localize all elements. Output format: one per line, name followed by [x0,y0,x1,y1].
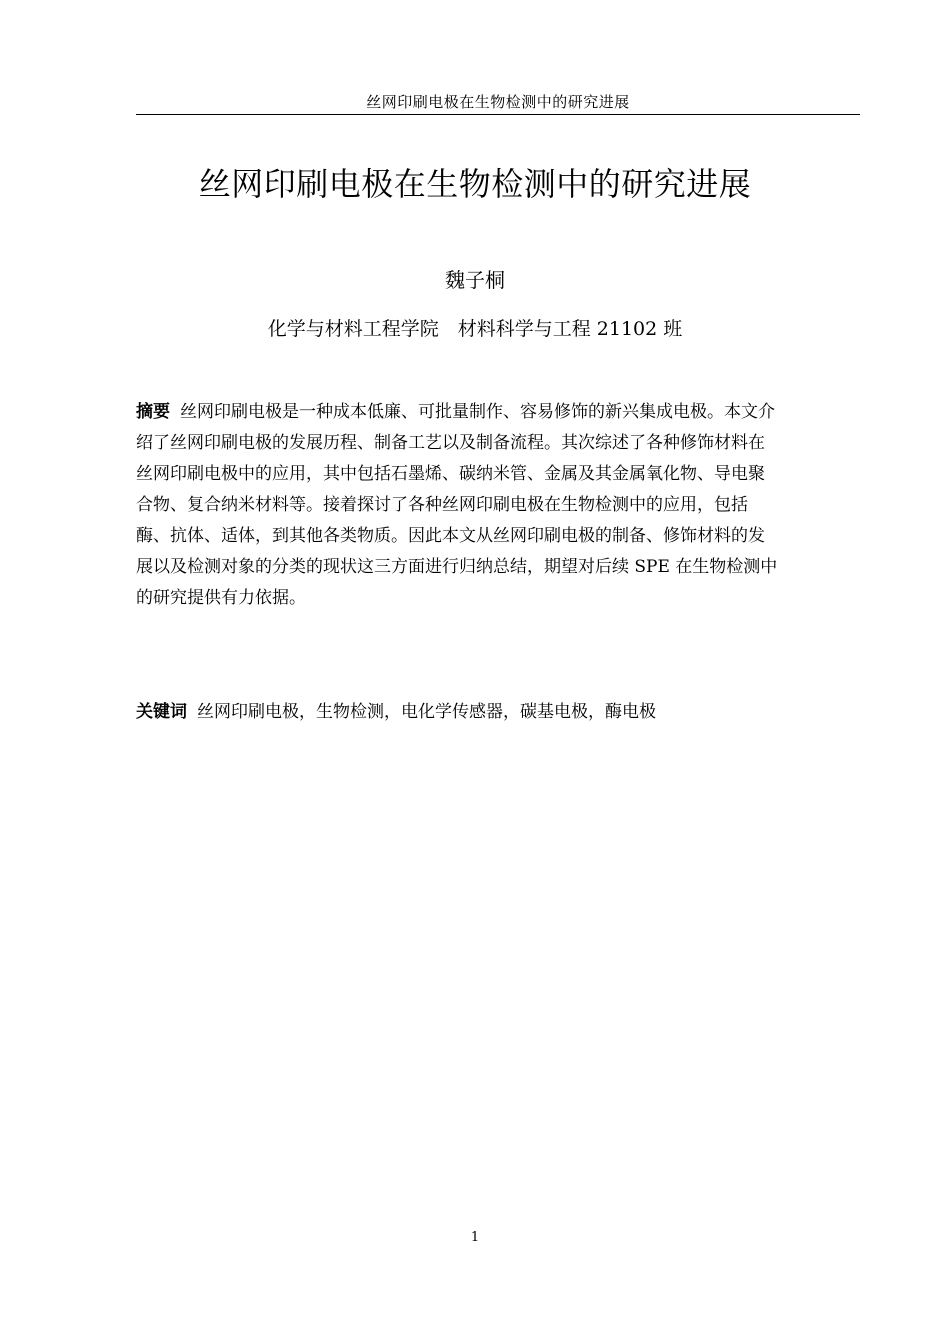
abstract-label: 摘要 [136,402,170,422]
abstract-line: 绍了丝网印刷电极的发展历程、制备工艺以及制备流程。其次综述了各种修饰材料在 [136,433,765,453]
abstract-section [136,397,860,614]
author-name: 魏子桐 [445,268,505,292]
keywords-label: 关键词 [136,702,187,722]
author-affiliation: 化学与材料工程学院 材料科学与工程 21102 班 [267,318,683,340]
abstract-line: 的研究提供有力依据。 [136,588,306,608]
paper-title: 丝网印刷电极在生物检测中的研究进展 [198,165,752,203]
page-number: 1 [470,1230,480,1245]
header-divider [136,114,860,115]
abstract-line: 酶、抗体、适体，到其他各类物质。因此本文从丝网印刷电极的制备、修饰材料的发 [136,526,765,546]
abstract-text: 丝网印刷电极是一种成本低廉、可批量制作、容易修饰的新兴集成电极。本文介 [180,402,775,422]
running-header: 丝网印刷电极在生物检测中的研究进展 [366,93,630,111]
keywords-text: 丝网印刷电极，生物检测，电化学传感器，碳基电极，酶电极 [197,702,656,722]
abstract-line [136,397,860,428]
abstract-line: 丝网印刷电极中的应用，其中包括石墨烯、碳纳米管、金属及其金属氧化物、导电聚 [136,464,765,484]
keywords-section [136,697,860,728]
abstract-line: 展以及检测对象的分类的现状这三方面进行归纳总结，期望对后续 SPE 在生物检测中 [136,557,778,577]
abstract-line: 合物、复合纳米材料等。接着探讨了各种丝网印刷电极在生物检测中的应用，包括 [136,495,748,515]
